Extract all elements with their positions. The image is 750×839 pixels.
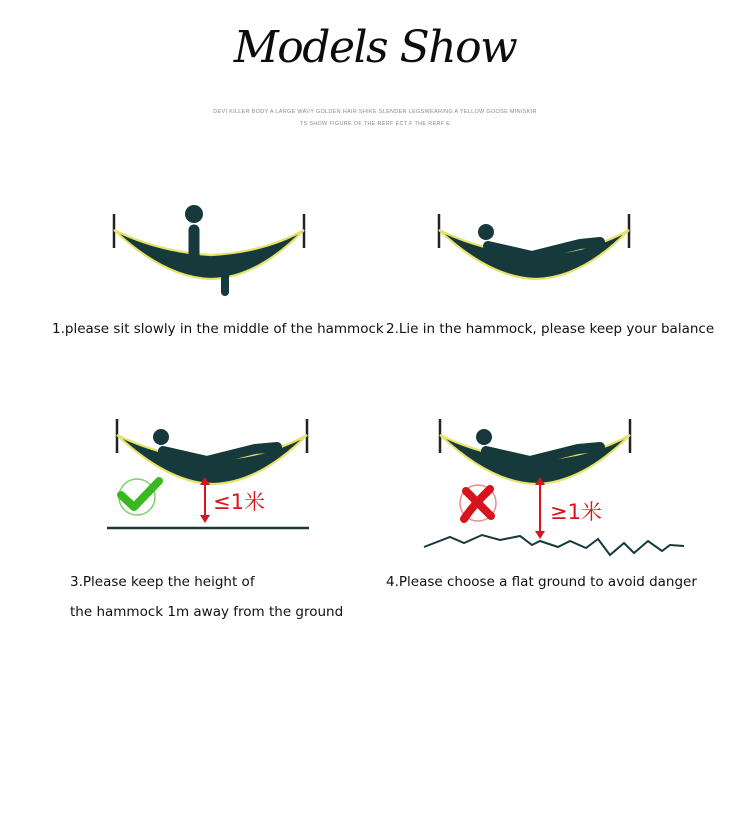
- step2-illustration: [430, 200, 640, 300]
- height-label: ≥1米: [550, 500, 602, 524]
- step3-caption-line-2: the hammock 1m away from the ground: [70, 604, 344, 620]
- height-arrow: [535, 477, 545, 539]
- height-arrow: [200, 477, 210, 523]
- page-title: Models Show: [233, 22, 517, 73]
- hammock: [114, 230, 304, 279]
- step1-caption: 1.please sit slowly in the middle of the hammock: [52, 321, 384, 337]
- step4-caption: 4.Please choose a flat ground to avoid danger: [386, 574, 697, 590]
- check-mark-icon: [119, 479, 159, 515]
- step1-illustration: [105, 200, 315, 300]
- step4-illustration: [420, 415, 690, 565]
- step3-caption-line-1: 3.Please keep the height of: [70, 574, 255, 590]
- step3-illustration: [105, 415, 315, 535]
- step2-caption: 2.Lie in the hammock, please keep your balance: [386, 321, 715, 337]
- subtitle-line-1: DEVI KILLER BODY A LARGE WAVY GOLDEN HAIR SHIKE SLENDER LEGSWEARING A YELLOW GOOSE MINISKIR: [213, 109, 537, 115]
- height-label: ≤1米: [213, 490, 265, 514]
- cross-mark-icon: [460, 485, 496, 521]
- subtitle-line-2: TS SHOW FIGURE OF THE RERF ECT F THE RERF E: [299, 121, 451, 127]
- uneven-ground: [424, 535, 684, 555]
